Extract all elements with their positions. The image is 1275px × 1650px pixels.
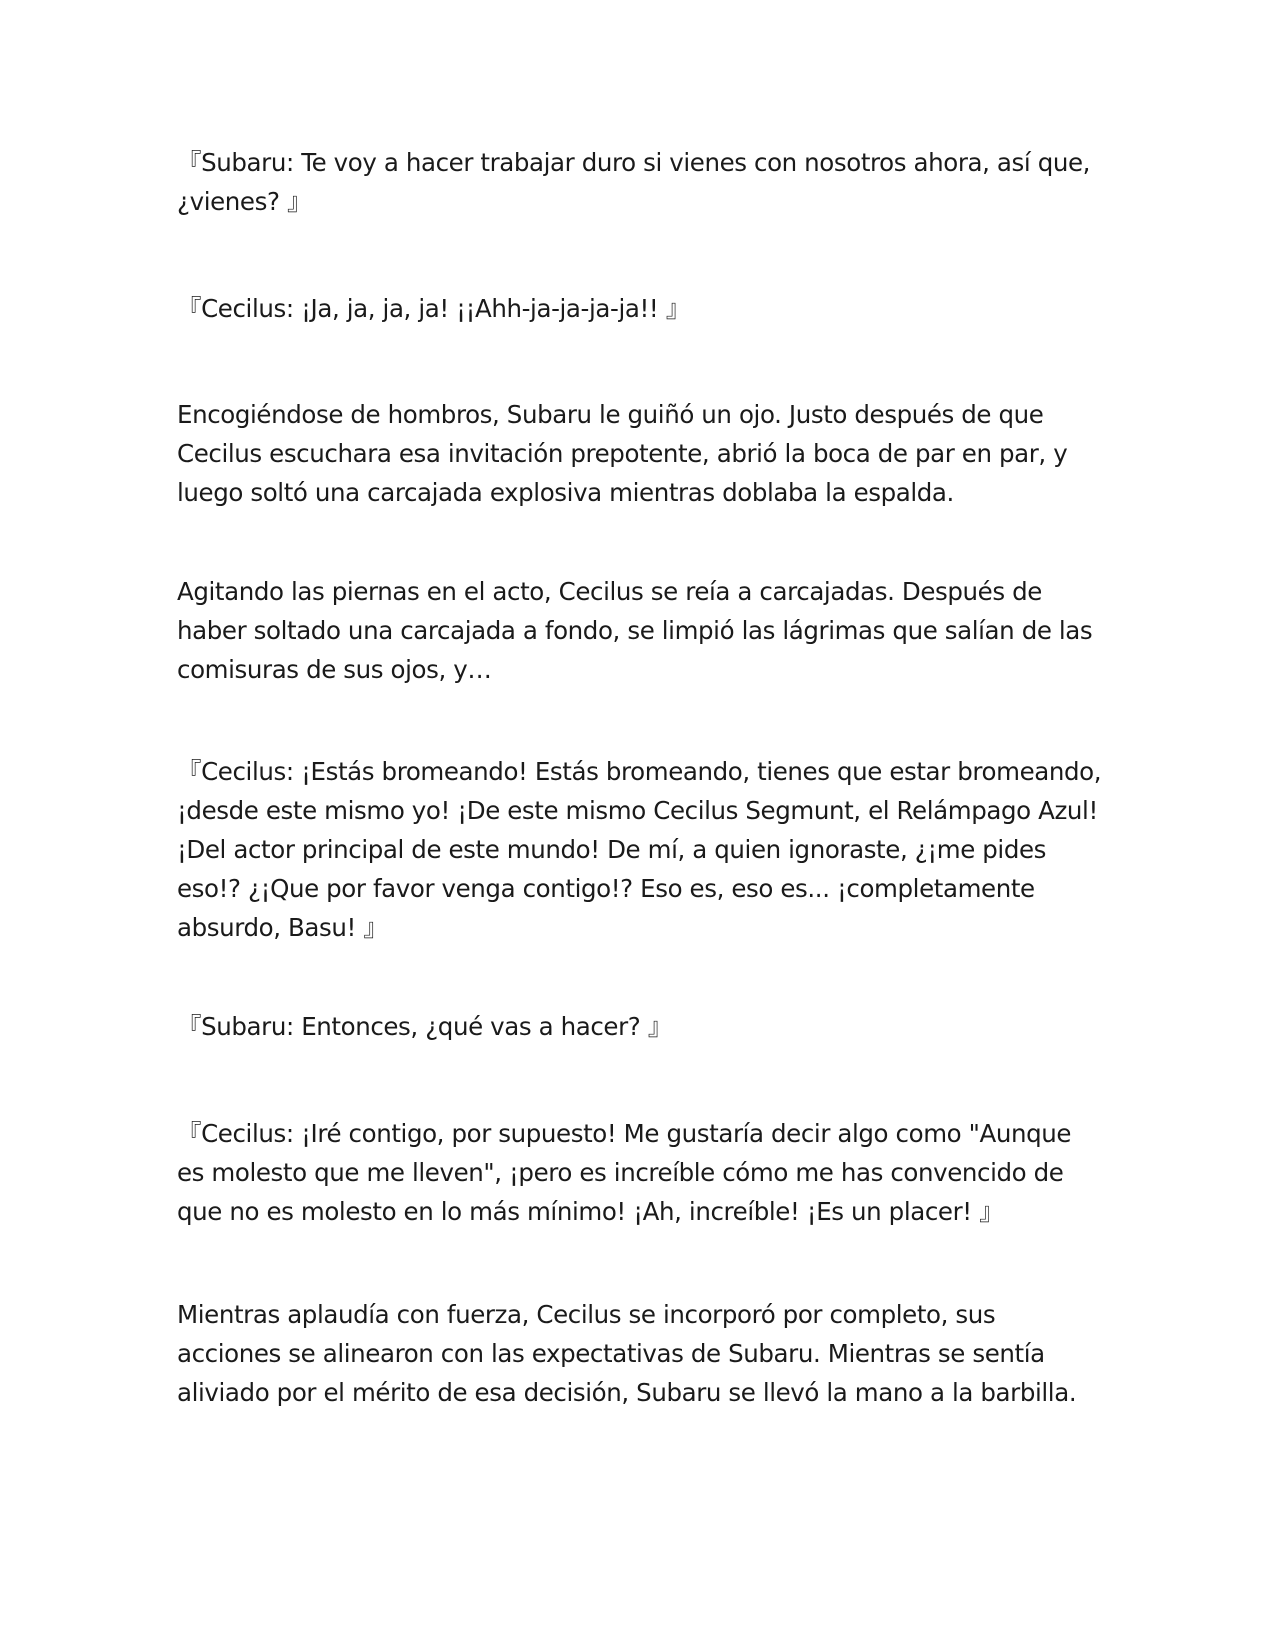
narration-paragraph-laughter: Agitando las piernas en el acto, Cecilus se reía a carcajadas. Después de haber soltado una carcajada a fondo, se limpió las lágrimas que salían de las comisuras de sus ojos, y… xyxy=(177,577,1093,684)
dialogue-cecilus-accepts: 『Cecilus: ¡Iré contigo, por supuesto! Me gustaría decir algo como "Aunque es molesto que me lleven", ¡pero es increíble cómo me has convencido de que no es molesto en lo más mínimo! ¡Ah, increíble! ¡Es un placer! 』 xyxy=(177,1119,1072,1226)
dialogue-subaru-question: 『Subaru: Entonces, ¿qué vas a hacer? 』 xyxy=(177,1012,672,1041)
narration-paragraph-applause: Mientras aplaudía con fuerza, Cecilus se incorporó por completo, sus acciones se alinearon con las expectativas de Subaru. Mientras se sentía aliviado por el mérito de esa decisión, Subaru se llevó la mano a la barbilla. xyxy=(177,1300,1077,1407)
dialogue-cecilus-laugh: 『Cecilus: ¡Ja, ja, ja, ja! ¡¡Ahh-ja-ja-ja-ja!! 』 xyxy=(177,294,690,323)
narration-paragraph-shrug: Encogiéndose de hombros, Subaru le guiñó un ojo. Justo después de que Cecilus escuchara esa invitación prepotente, abrió la boca de par en par, y luego soltó una carcajada explosiva mientras doblaba la espalda. xyxy=(177,400,1068,507)
dialogue-cecilus-joking: 『Cecilus: ¡Estás bromeando! Estás bromeando, tienes que estar bromeando, ¡desde este mismo yo! ¡De este mismo Cecilus Segmunt, el Relámpago Azul! ¡Del actor principal de este mundo! De mí, a quien ignoraste, ¿¡me pides eso!? ¿¡Que por favor venga contigo!? Eso es, eso es... ¡completamente absurdo, Basu! 』 xyxy=(177,757,1102,942)
dialogue-subaru-invitation: 『Subaru: Te voy a hacer trabajar duro si vienes con nosotros ahora, así que, ¿vienes? 』 xyxy=(177,148,1091,216)
